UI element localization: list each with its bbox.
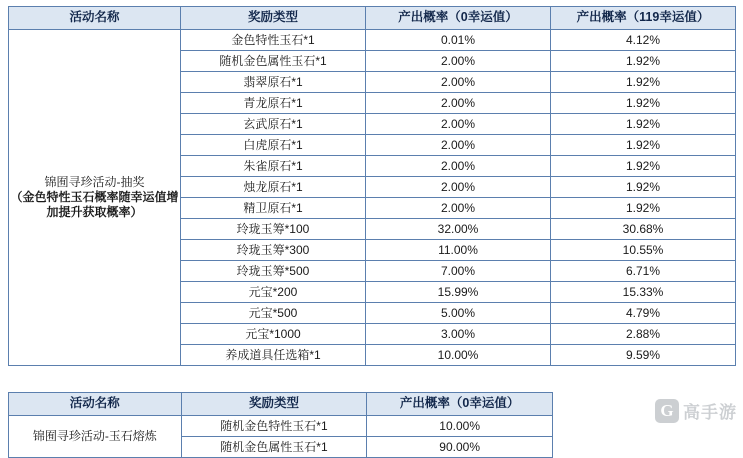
probability-luck0-cell: 0.01% <box>366 30 551 51</box>
column-header-reward-type: 奖励类型 <box>181 7 366 30</box>
column-header-probability-luck0: 产出概率（0幸运值） <box>367 393 553 416</box>
probability-luck119-cell: 4.12% <box>551 30 736 51</box>
reward-type-cell: 白虎原石*1 <box>181 135 366 156</box>
probability-luck119-cell: 1.92% <box>551 156 736 177</box>
activity-name-sub: （金色特性玉石概率随幸运值增加提升获取概率） <box>10 190 179 219</box>
column-header-reward-type: 奖励类型 <box>181 393 367 416</box>
probability-luck0-cell: 10.00% <box>366 345 551 366</box>
reward-type-cell: 随机金色特性玉石*1 <box>181 416 367 437</box>
reward-type-cell: 精卫原石*1 <box>181 198 366 219</box>
probability-luck0-cell: 90.00% <box>367 437 553 458</box>
probability-luck0-cell: 10.00% <box>367 416 553 437</box>
probability-luck119-cell: 1.92% <box>551 72 736 93</box>
probability-luck119-cell: 6.71% <box>551 261 736 282</box>
probability-luck0-cell: 2.00% <box>366 51 551 72</box>
reward-type-cell: 元宝*500 <box>181 303 366 324</box>
activity-name-main: 锦囿寻珍活动-抽奖 <box>44 175 145 189</box>
reward-type-cell: 玲珑玉筹*500 <box>181 261 366 282</box>
table-row <box>9 30 736 51</box>
probability-luck0-cell: 15.99% <box>366 282 551 303</box>
reward-type-cell: 玄武原石*1 <box>181 114 366 135</box>
probability-luck0-cell: 2.00% <box>366 135 551 156</box>
reward-type-cell: 金色特性玉石*1 <box>181 30 366 51</box>
probability-luck0-cell: 2.00% <box>366 177 551 198</box>
probability-luck119-cell: 1.92% <box>551 135 736 156</box>
reward-type-cell: 玲珑玉筹*300 <box>181 240 366 261</box>
table-row <box>9 416 553 437</box>
probability-luck0-cell: 2.00% <box>366 93 551 114</box>
probability-luck0-cell: 32.00% <box>366 219 551 240</box>
reward-type-cell: 随机金色属性玉石*1 <box>181 51 366 72</box>
probability-luck119-cell: 2.88% <box>551 324 736 345</box>
probability-luck119-cell: 15.33% <box>551 282 736 303</box>
reward-type-cell: 元宝*1000 <box>181 324 366 345</box>
probability-luck119-cell: 1.92% <box>551 51 736 72</box>
probability-luck119-cell: 4.79% <box>551 303 736 324</box>
probability-luck0-cell: 5.00% <box>366 303 551 324</box>
drop-rate-table-smelting <box>8 392 553 458</box>
column-header-activity-name: 活动名称 <box>9 7 181 30</box>
probability-luck119-cell: 9.59% <box>551 345 736 366</box>
probability-luck119-cell: 30.68% <box>551 219 736 240</box>
watermark-logo-icon: G <box>655 399 679 423</box>
reward-type-cell: 青龙原石*1 <box>181 93 366 114</box>
reward-type-cell: 烛龙原石*1 <box>181 177 366 198</box>
reward-type-cell: 朱雀原石*1 <box>181 156 366 177</box>
probability-luck0-cell: 3.00% <box>366 324 551 345</box>
reward-type-cell: 元宝*200 <box>181 282 366 303</box>
probability-luck119-cell: 1.92% <box>551 93 736 114</box>
watermark-text: 高手游 <box>683 403 737 422</box>
probability-luck0-cell: 2.00% <box>366 114 551 135</box>
probability-luck0-cell: 2.00% <box>366 198 551 219</box>
probability-luck119-cell: 1.92% <box>551 198 736 219</box>
drop-rate-table-lottery <box>8 6 736 366</box>
reward-type-cell: 翡翠原石*1 <box>181 72 366 93</box>
column-header-probability-luck0: 产出概率（0幸运值） <box>366 7 551 30</box>
probability-luck119-cell: 10.55% <box>551 240 736 261</box>
activity-name-cell: 锦囿寻珍活动-玉石熔炼 <box>9 416 182 458</box>
reward-type-cell: 玲珑玉筹*100 <box>181 219 366 240</box>
probability-luck0-cell: 2.00% <box>366 72 551 93</box>
activity-name-cell <box>9 30 181 366</box>
probability-luck119-cell: 1.92% <box>551 114 736 135</box>
table-header-row <box>9 7 736 30</box>
column-header-probability-luck119: 产出概率（119幸运值） <box>551 7 736 30</box>
probability-luck0-cell: 11.00% <box>366 240 551 261</box>
reward-type-cell: 养成道具任选箱*1 <box>181 345 366 366</box>
probability-luck119-cell: 1.92% <box>551 177 736 198</box>
reward-type-cell: 随机金色属性玉石*1 <box>181 437 367 458</box>
probability-luck0-cell: 2.00% <box>366 156 551 177</box>
table-gap <box>8 366 735 392</box>
table-header-row <box>9 393 553 416</box>
column-header-activity-name: 活动名称 <box>9 393 182 416</box>
probability-luck0-cell: 7.00% <box>366 261 551 282</box>
